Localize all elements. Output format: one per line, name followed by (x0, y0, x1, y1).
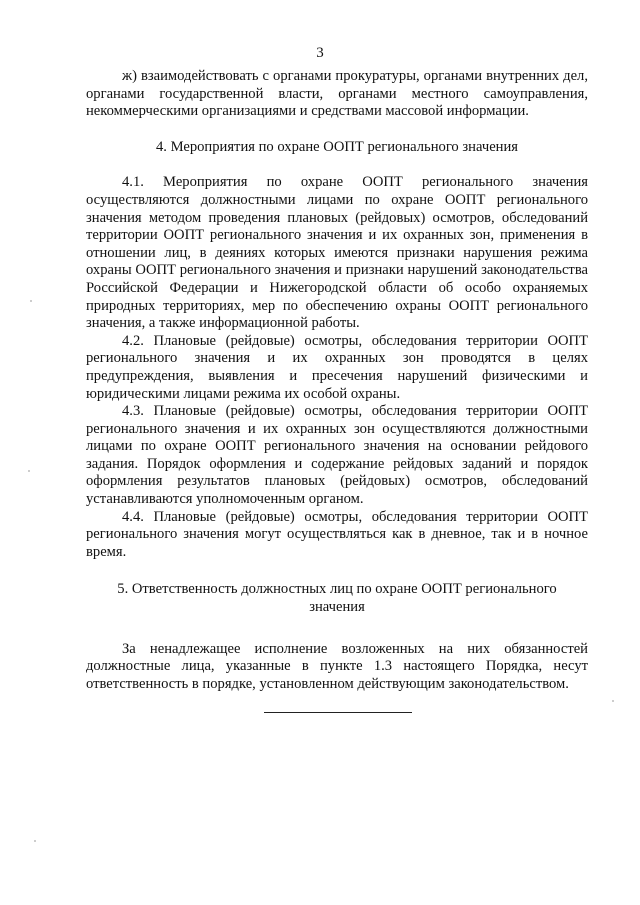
paragraph-4-2: 4.2. Плановые (рейдовые) осмотры, обследования территории ООПТ регионального значения и их охранных зон проводятся в целях предупреждения, выявления и пресечения нарушений физическими и юридическими лицами режима их особой охраны. (86, 332, 588, 402)
section-5-heading-line-2: значения (309, 599, 365, 616)
closing-separator-line (264, 712, 412, 713)
scan-dot (612, 700, 614, 702)
page-number: 3 (316, 45, 324, 61)
intro-paragraph: ж) взаимодействовать с органами прокуратуры, органами внутренних дел, органами государственной власти, органами местного самоуправления, некоммерческими организациями и средствами массовой информации. (86, 68, 588, 120)
paragraph-5: За ненадлежащее исполнение возложенных на них обязанностей должностные лица, указанные в пункте 1.3 настоящего Порядка, несут ответственность в порядке, установленном действующим законодательством. (86, 640, 588, 692)
section-5-heading (86, 581, 588, 616)
scan-dot (34, 840, 36, 842)
scan-dot (30, 300, 32, 302)
paragraph-4-4: 4.4. Плановые (рейдовые) осмотры, обследования территории ООПТ регионального значения могут осуществляться как в дневное, так и в ночное время. (86, 508, 588, 560)
scan-dot (28, 470, 30, 472)
section-4-heading: 4. Мероприятия по охране ООПТ регионального значения (155, 138, 518, 155)
paragraph-4-1: 4.1. Мероприятия по охране ООПТ регионального значения осуществляются должностными лицами по охране ООПТ регионального значения методом проведения плановых (рейдовых) осмотров, обследований территории ООПТ регионального значения и их охранных зон, применения в отношении лиц, в деяниях которых имеются признаки нарушения режима охраны ООПТ регионального значения и признаки нарушений законодательства Российской Федерации и Нижегородской области об особо охраняемых природных территориях, мер по обеспечению охраны ООПТ регионального значения, а также информационной работы. (86, 174, 588, 332)
document-body (86, 68, 588, 693)
section-5-heading-line-1: 5. Ответственность должностных лиц по охране ООПТ регионального (117, 581, 557, 598)
paragraph-4-3: 4.3. Плановые (рейдовые) осмотры, обследования территории ООПТ регионального значения и их охранных зон осуществляются должностными лицами по охране ООПТ регионального значения на основании рейдового задания. Порядок оформления и содержание рейдовых заданий и порядок оформления результатов плановых (рейдовых) осмотров, обследований устанавливаются уполномоченным органом. (86, 403, 588, 508)
